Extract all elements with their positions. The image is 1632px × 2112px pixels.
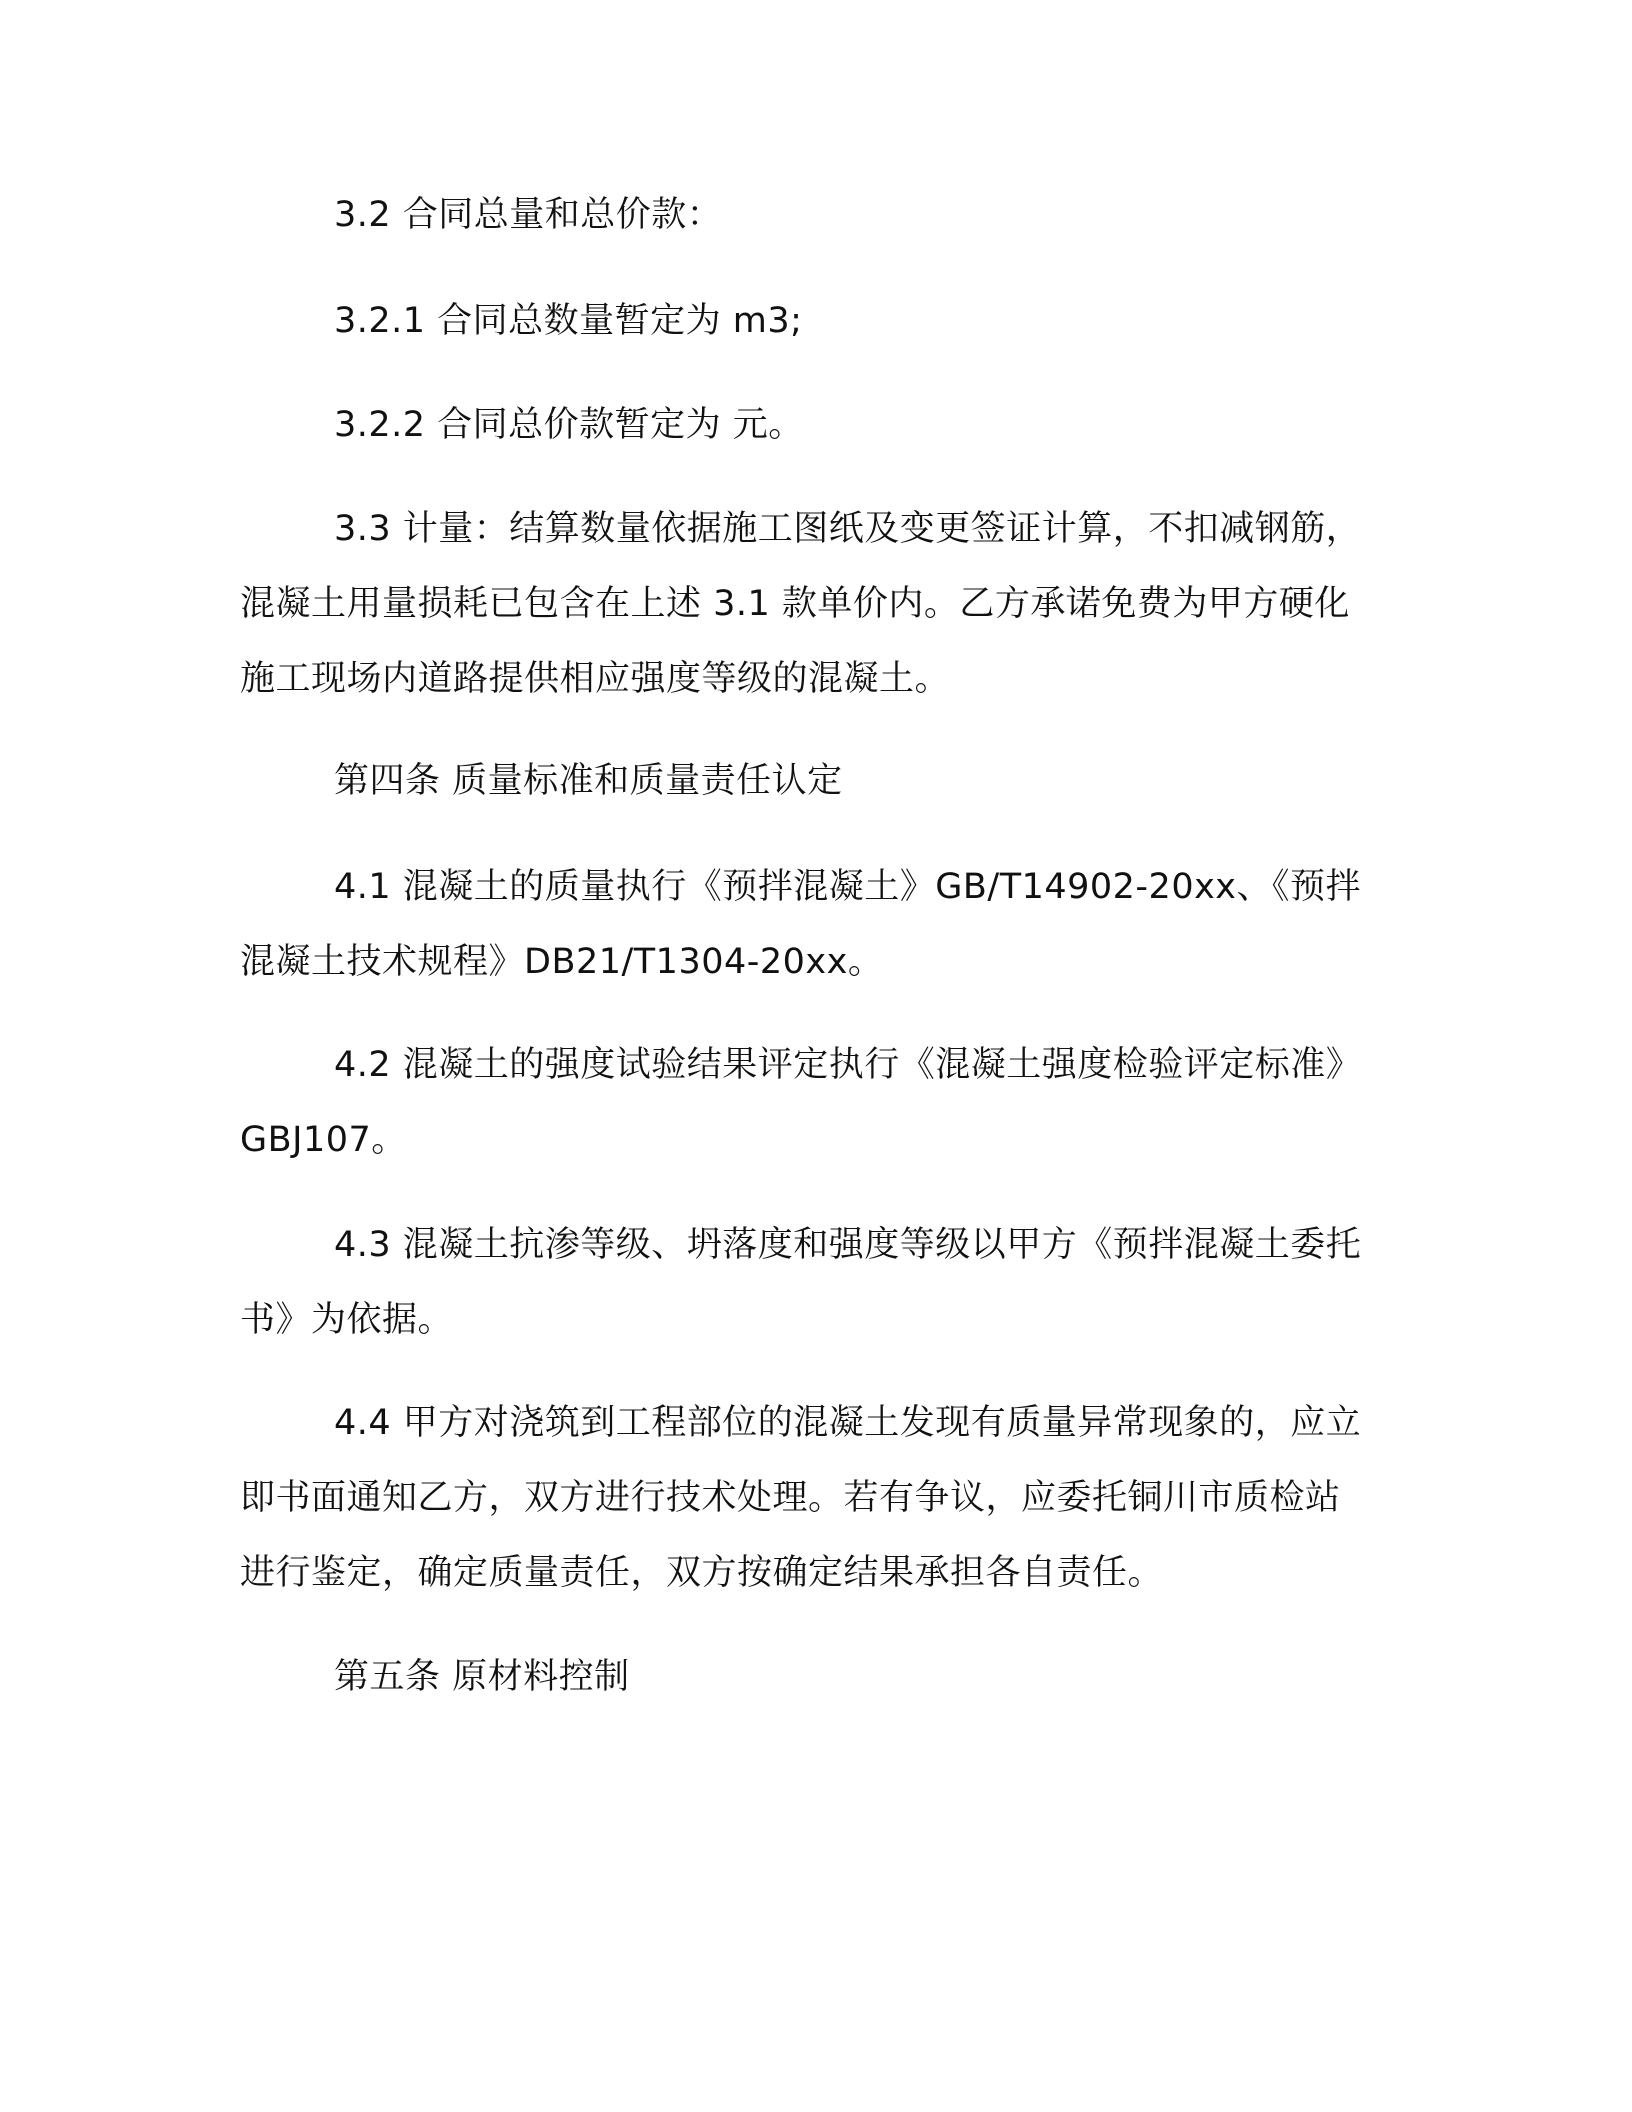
clause-3-2-2: 3.2.2 合同总价款暂定为 元。 [334, 405, 804, 445]
clause-4-2: 4.2 混凝土的强度试验结果评定执行《混凝土强度检验评定标准》GBJ107。 [240, 1045, 1362, 1160]
clause-4-3: 4.3 混凝土抗渗等级、坍落度和强度等级以甲方《预拌混凝土委托书》为依据。 [240, 1225, 1362, 1340]
clause-4-1: 4.1 混凝土的质量执行《预拌混凝土》GB/T14902-20xx、《预拌混凝土技术规程》DB21/T1304-20xx。 [240, 867, 1362, 982]
article-5-heading: 第五条 原材料控制 [334, 1657, 630, 1697]
clause-3-3: 3.3 计量：结算数量依据施工图纸及变更签证计算，不扣减钢筋，混凝土用量损耗已包含在上述 3.1 款单价内。乙方承诺免费为甲方硬化施工现场内道路提供相应强度等级的混凝土。 [240, 509, 1362, 699]
clause-3-2-1: 3.2.1 合同总数量暂定为 m3; [334, 301, 803, 341]
clause-4-4: 4.4 甲方对浇筑到工程部位的混凝土发现有质量异常现象的，应立即书面通知乙方，双方进行技术处理。若有争议，应委托铜川市质检站进行鉴定，确定质量责任，双方按确定结果承担各自责任。 [240, 1403, 1362, 1593]
clause-3-2: 3.2 合同总量和总价款： [334, 195, 723, 235]
article-4-heading: 第四条 质量标准和质量责任认定 [334, 761, 843, 801]
